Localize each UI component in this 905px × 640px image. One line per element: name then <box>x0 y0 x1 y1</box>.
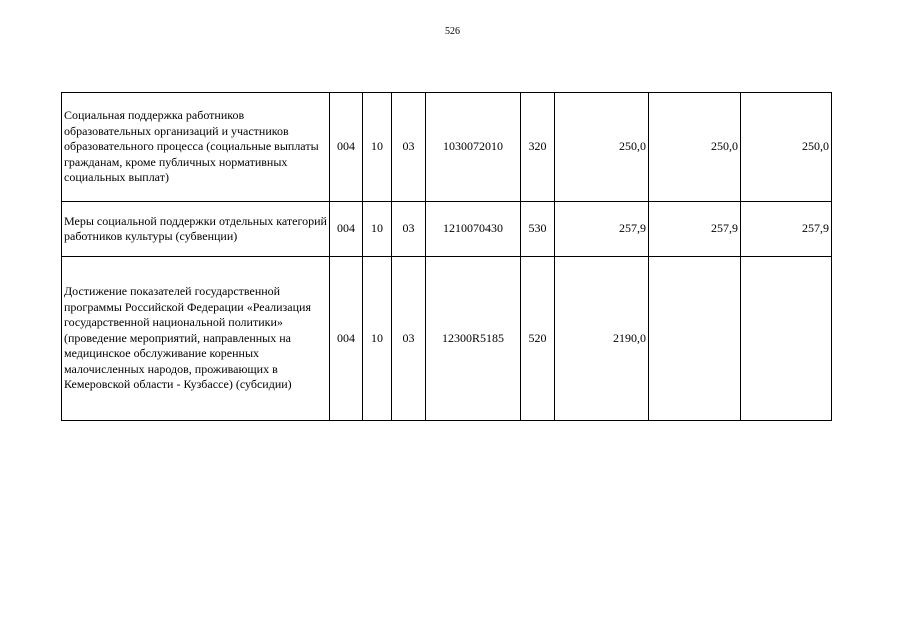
target-code-cell: 1210070430 <box>426 202 521 257</box>
amount-cell-1: 257,9 <box>555 202 649 257</box>
row-name-cell: Социальная поддержка работников образовательных организаций и участников образовательного процесса (социальные выплаты гражданам, кроме публичных нормативных социальных выплат) <box>62 93 330 202</box>
table-row <box>62 93 832 202</box>
table-row <box>62 257 832 421</box>
row-name-cell: Достижение показателей государственной программы Российской Федерации «Реализация государственной национальной политики» (проведение мероприятий, направленных на медицинское обслуживание коренных малочисленных народов, проживающих в Кемеровской области - Кузбассе) (субсидии) <box>62 257 330 421</box>
amount-cell-3: 250,0 <box>741 93 832 202</box>
subsection-code-cell: 03 <box>392 257 426 421</box>
ministry-code-cell: 004 <box>330 93 363 202</box>
target-code-cell: 12300R5185 <box>426 257 521 421</box>
amount-cell-2 <box>649 257 741 421</box>
amount-cell-1: 2190,0 <box>555 257 649 421</box>
page-number: 526 <box>445 26 460 37</box>
section-code-cell: 10 <box>363 93 392 202</box>
subsection-code-cell: 03 <box>392 202 426 257</box>
ministry-code-cell: 004 <box>330 202 363 257</box>
amount-cell-2: 257,9 <box>649 202 741 257</box>
amount-cell-3: 257,9 <box>741 202 832 257</box>
section-code-cell: 10 <box>363 202 392 257</box>
row-name-cell: Меры социальной поддержки отдельных категорий работников культуры (субвенции) <box>62 202 330 257</box>
budget-table <box>61 92 832 421</box>
amount-cell-1: 250,0 <box>555 93 649 202</box>
ministry-code-cell: 004 <box>330 257 363 421</box>
table-row <box>62 202 832 257</box>
expense-type-cell: 320 <box>521 93 555 202</box>
section-code-cell: 10 <box>363 257 392 421</box>
expense-type-cell: 530 <box>521 202 555 257</box>
amount-cell-2: 250,0 <box>649 93 741 202</box>
amount-cell-3 <box>741 257 832 421</box>
target-code-cell: 1030072010 <box>426 93 521 202</box>
expense-type-cell: 520 <box>521 257 555 421</box>
subsection-code-cell: 03 <box>392 93 426 202</box>
